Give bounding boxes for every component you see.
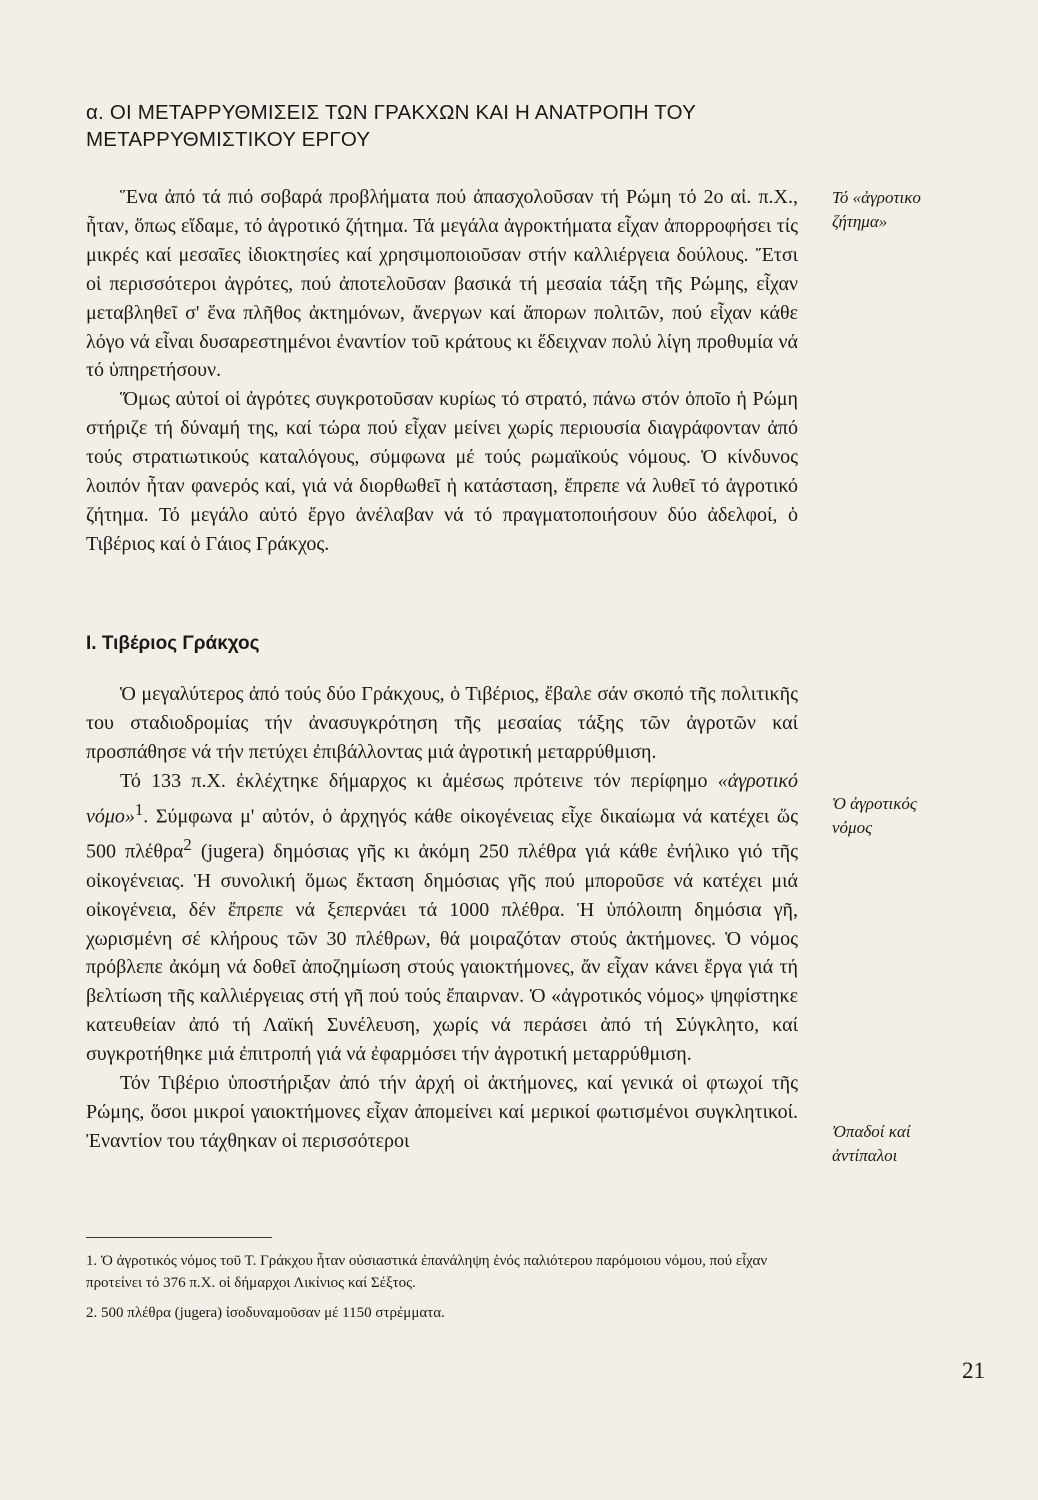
chapter-heading: α. ΟΙ ΜΕΤΑΡΡΥΘΜΙΣΕΙΣ ΤΩΝ ΓΡΑΚΧΩΝ ΚΑΙ Η ΑΝΑΤΡΟΠΗ ΤΟΥ ΜΕΤΑΡΡΥΘΜΙΣΤΙΚΟΥ ΕΡΓΟΥ <box>86 101 696 151</box>
section-subheading <box>86 633 260 655</box>
paragraph: Ὅμως αὐτοί οἱ ἀγρότες συγκροτοῦσαν κυρίως τό στρατό, πάνω στόν ὁποῖο ἡ Ρώμη στήριζε τή δύναμή της, καί τώρα πού εἶχαν μείνει χωρίς περιουσία διαγράφονταν ἀπό τούς στρατιωτικούς καταλόγους, σύμφωνα μέ τούς ρωμαϊκούς νόμους. Ὁ κίνδυνος λοιπόν ἦταν φανερός καί, γιά νά διορθωθεῖ ἡ κατάσταση, ἔπρεπε νά λυθεῖ τό ἀγροτικό ζήτημα. Τό μεγάλο αὐτό ἔργο ἀνέλαβαν νά τό πραγματοποιήσουν δύο ἀδελφοί, ὁ Τιβέριος καί ὁ Γάιος Γράκχος. <box>86 388 798 555</box>
footnotes <box>86 1250 804 1332</box>
margin-note-line: Ὁ ἀγροτικός <box>832 794 917 813</box>
paragraph: Ὁ μεγαλύτερος ἀπό τούς δύο Γράκχους, ὁ Τιβέριος, ἔβαλε σάν σκοπό τῆς πολιτικῆς του σταδιοδρομίας τήν ἀνασυγκρότηση τῆς μεσαίας τάξης τῶν ἀγροτῶν καί προσπάθησε νά τήν πετύχει ἐπιβάλλοντας μιά ἀγροτική μεταρρύθμιση. <box>86 683 798 763</box>
paragraph <box>86 767 798 1069</box>
margin-note-line: Τό «ἀγροτικο <box>832 188 921 207</box>
margin-note-line: Ὀπαδοί καί <box>832 1122 911 1141</box>
subheading-number: Ι. <box>86 633 97 654</box>
footnote-1: 1. Ὁ ἀγροτικός νόμος τοῦ Τ. Γράκχου ἦταν οὐσιαστικά ἐπανάληψη ἑνός παλιότερου παρόμοιου νόμου, πού εἶχαν προτείνει τό 376 π.Χ. οἱ δήμαρχοι Λικίνιος καί Σέξτος. <box>86 1253 768 1291</box>
margin-note-agrarian-law <box>832 792 962 840</box>
text-run: . Σύμφωνα μ' αὐτόν, ὁ ἀρχηγός κάθε οἰκογένειας εἶχε δικαίωμα νά κατέχει ὥς 500 πλέθρα <box>86 805 798 863</box>
footnote-ref: 1 <box>134 799 144 819</box>
margin-note-line: ζήτημα» <box>832 212 888 231</box>
section-intro <box>86 183 798 559</box>
text-run: Τό 133 π.Χ. ἐκλέχτηκε δήμαρχος κι ἀμέσως πρότεινε τόν περίφημο <box>120 769 718 792</box>
section-tiberius <box>86 680 798 1156</box>
subheading-title: Τιβέριος Γράκχος <box>101 633 260 654</box>
footnote-2: 2. 500 πλέθρα (jugera) ἰσοδυναμοῦσαν μέ 1150 στρέμματα. <box>86 1305 445 1321</box>
paragraph: Ἕνα ἀπό τά πιό σοβαρά προβλήματα πού ἀπασχολοῦσαν τή Ρώμη τό 2ο αἰ. π.Χ., ἦταν, ὅπως εἴδαμε, τό ἀγροτικό ζήτημα. Τά μεγάλα ἀγροκτήματα εἶχαν ἀπορροφήσει τίς μικρές καί μεσαῖες ἰδιοκτησίες καί χρησιμοποιοῦσαν στήν καλλιέργεια δούλους. Ἔτσι οἱ περισσότεροι ἀγρότες, πού ἀποτελοῦσαν βασικά τή μεσαία τάξη τῆς Ρώμης, εἶχαν μεταβληθεῖ σ' ἕνα πλῆθος ἀκτημόνων, ἄνεργων καί ἄπορων πολιτῶν, πού εἶχαν κάθε λόγο νά εἶναι δυσαρεστημένοι ἐναντίον τοῦ κράτους κι ἔδειχναν πολύ λίγη προθυμία νά τό ὑπηρετήσουν. <box>86 186 798 382</box>
margin-note-agrarian-question <box>832 186 962 234</box>
paragraph: Τόν Τιβέριο ὑποστήριξαν ἀπό τήν ἀρχή οἱ ἀκτήμονες, καί γενικά οἱ φτωχοί τῆς Ρώμης, ὅσοι μικροί γαιοκτήμονες εἶχαν ἀπομείνει καί μερικοί φωτισμένοι συγκλητικοί. Ἐναντίον του τάχθηκαν οἱ περισσότεροι <box>86 1072 798 1152</box>
italic-term: «ἀγροτικό νόμο» <box>86 769 798 828</box>
text-run: (jugera) δημόσιας γῆς κι ἀκόμη 250 πλέθρα γιά κάθε ἐνήλικο γιό τῆς οἰκογένειας. Ἡ συνολική ὅμως ἔκταση δημόσιας γῆς πού μποροῦσε νά κατέχει μιά οἰκογένεια, δέν ἔπρεπε νά ξεπερνάει τά 1000 πλέθρα. Ἡ ὑπόλοιπη δημόσια γῆ, χωρισμένη σέ κλήρους τῶν 30 πλέθρων, θά μοιραζόταν στούς ἀκτήμονες. Ὁ νόμος πρόβλεπε ἀκόμη νά δοθεῖ ἀποζημίωση στούς γαιοκτήμονες, ἄν εἶχαν κάνει ἔργα γιά τή βελτίωση τῆς καλλιέργειας στή γῆ πού τούς ἔπαιρναν. Ὁ «ἀγροτικός νόμος» ψηφίστηκε κατευθείαν ἀπό τή Λαϊκή Συνέλευση, χωρίς νά περάσει ἀπό τή Σύγκλητο, καί συγκροτήθηκε μιά ἐπιτροπή γιά νά ἐφαρμόσει τήν ἀγροτική μεταρρύθμιση. <box>86 840 799 1066</box>
margin-note-line: νόμος <box>832 818 872 837</box>
footnote-divider <box>86 1237 272 1238</box>
page-number: 21 <box>962 1358 985 1383</box>
margin-note-supporters-opponents <box>832 1120 962 1168</box>
margin-note-line: ἀντίπαλοι <box>832 1146 898 1165</box>
footnote-ref: 2 <box>183 835 192 855</box>
